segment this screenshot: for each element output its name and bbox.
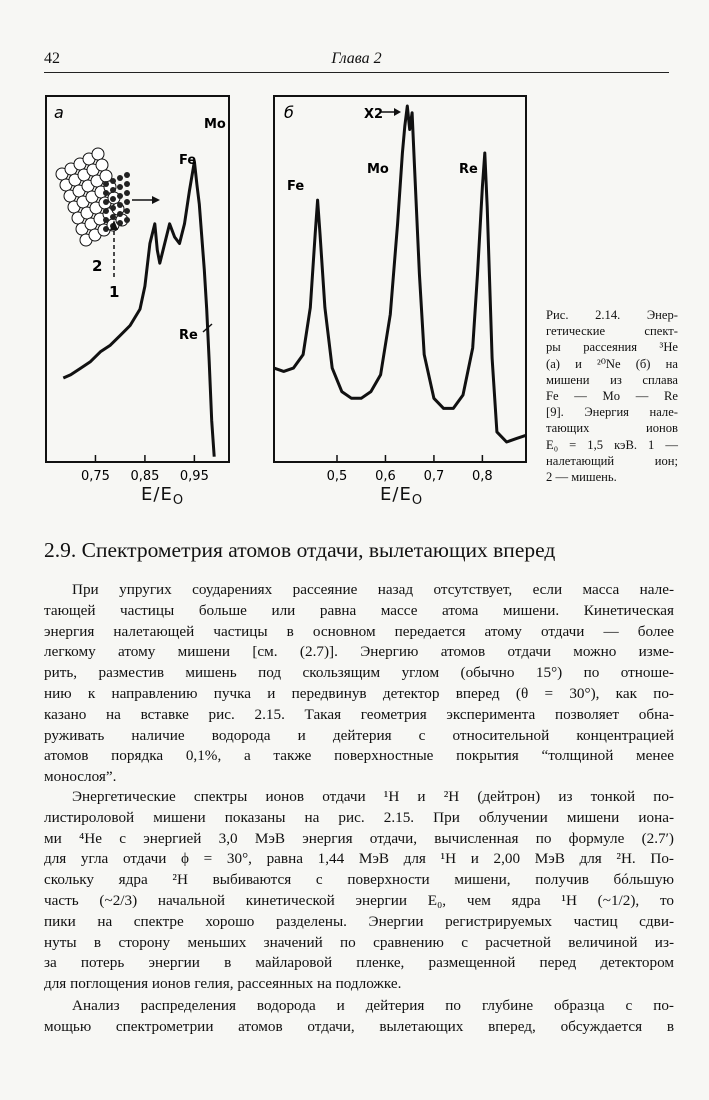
peak-label-mo-a: Mo [204, 117, 226, 132]
scattered-arrow-icon [152, 196, 160, 204]
text-line: монослоя”. [44, 768, 117, 786]
paragraph-3 [44, 996, 674, 1038]
paragraph-1 [44, 580, 674, 788]
atom-glyph [110, 205, 116, 211]
text-line: скольку ядра ²H выбиваются с поверхности мишени, получив бóльшую [44, 871, 674, 889]
caption-line: мишени из сплава [546, 372, 678, 387]
spectrum-chart-a [40, 92, 250, 484]
target-lattice-inset [56, 148, 130, 246]
atom-glyph [103, 208, 109, 214]
text-line: При упругих соударениях рассеяние назад отсутствует, если масса нале- [72, 581, 674, 598]
text-line: легкому атому мишени [см. (2.7)]. Энергию атомов отдачи можно изме- [44, 643, 674, 661]
atom-glyph [124, 208, 130, 214]
text-line: энергия налетающей частицы в основном передается атому отдачи — более [44, 622, 674, 640]
caption-line: E₀ = 1,5 кэВ. 1 — [546, 437, 678, 452]
x-tick-label: 0,5 [326, 469, 348, 484]
section-heading: 2.9. Спектрометрия атомов отдачи, вылетающих вперед [44, 538, 556, 562]
text-line: рить, разместив мишень под скользящим углом (обычно 15°) по отноше- [44, 664, 674, 682]
text-line: нуты в сторону меньших значений по сравнению с расчетной величиной из- [44, 933, 674, 951]
running-header [44, 50, 669, 73]
text-line: тающей частицы больше или равна массе атома мишени. Кинетическая [44, 601, 674, 619]
text-line: атомов порядка 0,1%, а также поверхностные покрытия “толщиной менее [44, 747, 674, 765]
peak-label-mo-b: Mo [367, 162, 389, 177]
panel-label-b: б [284, 103, 294, 122]
atom-glyph [117, 220, 123, 226]
text-line: руживать наличие водорода и дейтерия с относительной концентрацией [44, 726, 674, 744]
atom-glyph [103, 217, 109, 223]
atom-glyph [110, 187, 116, 193]
peak-label-fe-b: Fe [287, 179, 305, 194]
x-ticks-a [81, 455, 209, 484]
x-tick-label: 0,7 [423, 469, 445, 484]
atom-glyph [96, 159, 108, 171]
caption-line: налетающий ион; [546, 453, 678, 468]
peak-label-re-b: Re [459, 162, 478, 177]
caption-line: (а) и ²⁰Ne (б) на [546, 356, 678, 371]
atom-glyph [92, 148, 104, 160]
target-label-2: 2 [92, 257, 103, 275]
x-tick-label: 0,95 [179, 469, 209, 484]
atom-glyph [110, 178, 116, 184]
atom-glyph [117, 193, 123, 199]
caption-line: [9]. Энергия нале- [546, 405, 678, 420]
ion-label-1: 1 [109, 283, 120, 301]
text-line: мощью спектрометрии атомов отдачи, вылетающих вперед, обсуждается в [44, 1017, 674, 1035]
text-line: пики на спектре хорошо разделены. Энергии регистрируемых частиц сдви- [44, 912, 674, 930]
x-tick-label: 0,6 [375, 469, 396, 484]
plot-frame-a [46, 96, 229, 462]
atom-glyph [117, 175, 123, 181]
spectrum-chart-b [268, 92, 533, 484]
x-axis-label-b: $E/E_O$ [380, 484, 424, 508]
text-line: для угла отдачи ϕ = 30°, равна 1,44 МэВ для ¹H и 2,00 МэВ для ²H. По- [44, 850, 674, 868]
atom-glyph [117, 184, 123, 190]
text-line: ми ⁴He с энергией 3,0 МэВ энергия отдачи, вычисленная по формуле (2.7′) [44, 829, 674, 847]
atom-glyph [103, 199, 109, 205]
atom-glyph [124, 217, 130, 223]
text-line: Анализ распределения водорода и дейтерия по глубине образца с по- [72, 997, 674, 1014]
chapter-title: Глава 2 [331, 50, 382, 67]
text-line: за потерь энергии в майларовой пленке, размещенной перед детектором [44, 954, 674, 972]
peak-label-x2-b: X2 [364, 107, 384, 122]
atom-glyph [117, 211, 123, 217]
spectrum-line-b [274, 106, 526, 442]
text-line: для поглощения ионов гелия, рассеянных на подложке. [44, 975, 402, 993]
x-tick-label: 0,85 [130, 469, 160, 484]
x-tick-label: 0,75 [80, 469, 110, 484]
atom-glyph [103, 190, 109, 196]
caption-line: Fe — Mo — Re [546, 389, 678, 404]
atom-glyph [124, 172, 130, 178]
text-line: казано на вставке рис. 2.15. Такая геометрия эксперимента позволяет обна- [44, 705, 674, 723]
atom-glyph [124, 199, 130, 205]
x-tick-label: 0,8 [472, 469, 493, 484]
figure-panel-a [40, 92, 250, 508]
figure-panel-b [268, 92, 533, 508]
peak-label-re-a: Re [179, 328, 198, 343]
figure-caption [546, 307, 678, 485]
text-line: нию к направлению пучка и передвинув детектор вперед (θ = 30°), как по- [44, 684, 674, 702]
text-line: Энергетические спектры ионов отдачи ¹H и ²H (дейтрон) из тонкой по- [72, 788, 674, 805]
panel-label-a: а [54, 103, 64, 122]
atom-glyph [110, 214, 116, 220]
page-number: 42 [44, 50, 60, 67]
caption-line: Рис. 2.14. Энер- [546, 308, 678, 322]
caption-line: 2 — мишень. [546, 470, 617, 485]
peak-label-fe-a: Fe [179, 153, 197, 168]
caption-line: ры рассеяния ³He [546, 340, 678, 355]
text-line: листироловой мишени показаны на рис. 2.15. При облучении мишени иона- [44, 808, 674, 826]
caption-line: гетические спект- [546, 324, 678, 339]
atom-glyph [103, 226, 109, 232]
atom-glyph [103, 181, 109, 187]
caption-line: тающих ионов [546, 421, 678, 436]
x2-arrow-icon [394, 108, 401, 116]
atom-glyph [124, 181, 130, 187]
text-line: часть (~2/3) начальной кинетической энергии E₀, чем ядра ¹H (~1/2), то [44, 891, 674, 909]
atom-glyph [110, 196, 116, 202]
x-axis-label-a: $E/E_O$ [141, 484, 185, 508]
x-ticks-b [327, 455, 493, 484]
atom-glyph [117, 202, 123, 208]
atom-glyph [124, 190, 130, 196]
paragraph-2 [44, 787, 674, 995]
